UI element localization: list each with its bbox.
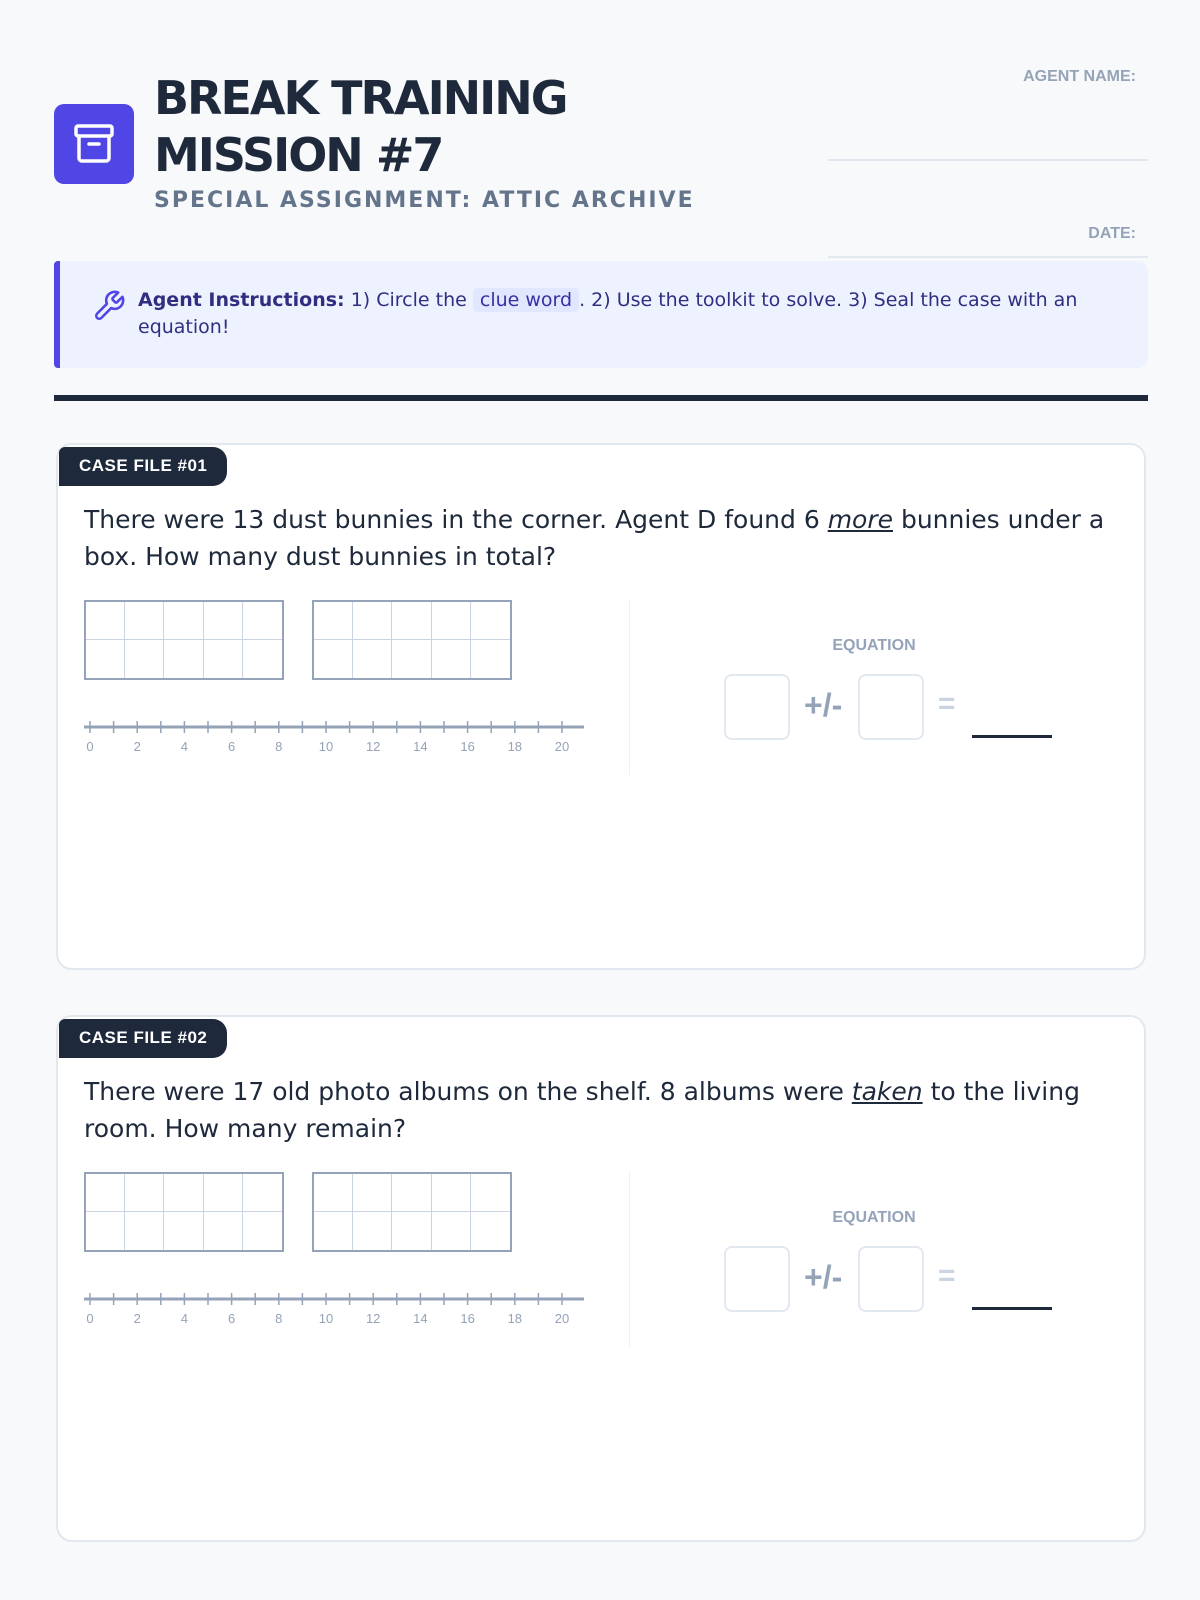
toolkit-separator (629, 600, 630, 775)
number-line-label: 4 (180, 739, 189, 754)
number-line-label: 6 (227, 1311, 236, 1326)
equation-box-first[interactable] (724, 674, 790, 740)
wrench-icon (92, 289, 126, 328)
instructions-part2: . 2) Use the toolkit to solve. 3) Seal the case with an equation! (138, 289, 1078, 338)
number-line-label: 2 (133, 1311, 141, 1326)
page-subtitle: SPECIAL ASSIGNMENT: ATTIC ARCHIVE (154, 188, 695, 213)
clue-word[interactable]: more (827, 505, 893, 534)
title-line-1: BREAK TRAINING (154, 71, 567, 125)
ten-frame[interactable] (312, 600, 512, 680)
title-line-2: MISSION #7 (154, 128, 443, 182)
ten-frame[interactable] (84, 1172, 284, 1252)
answer-line[interactable] (972, 1307, 1052, 1310)
word-problem (84, 501, 1114, 575)
number-line-label: 10 (318, 1311, 334, 1326)
ten-frame[interactable] (84, 600, 284, 680)
clue-word-chip: clue word (473, 288, 579, 312)
number-line-label: 4 (180, 1311, 189, 1326)
number-line-label: 8 (275, 739, 283, 754)
archive-box-icon (54, 104, 134, 184)
answer-line[interactable] (972, 735, 1052, 738)
number-line-label: 6 (227, 739, 236, 754)
equation-label: EQUATION (832, 637, 916, 654)
number-line-label: 14 (413, 1311, 428, 1326)
number-line-label: 12 (365, 1311, 381, 1326)
instructions-lead: Agent Instructions: (138, 289, 345, 311)
question-text-after: bunnies under a box. How many dust bunnies in total? (84, 505, 1105, 571)
page-title (154, 70, 754, 184)
equation-label: EQUATION (832, 1209, 916, 1226)
number-line-label: 20 (554, 1311, 570, 1326)
number-line-label: 8 (275, 1311, 283, 1326)
instructions-part1: 1) Circle the (350, 289, 467, 311)
number-line-label: 10 (318, 739, 334, 754)
number-line-label: 0 (86, 1311, 94, 1326)
case-file-card (56, 1015, 1146, 1542)
question-text-before: There were 13 dust bunnies in the corner. Agent D found 6 (84, 505, 828, 534)
number-line-label: 0 (86, 739, 94, 754)
equation-box-first[interactable] (724, 1246, 790, 1312)
question-text-after: to the living room. How many remain? (84, 1077, 1080, 1143)
toolkit-separator (629, 1172, 630, 1347)
equals-sign: = (938, 1259, 956, 1292)
agent-fields (828, 64, 1148, 258)
number-line[interactable] (84, 713, 584, 763)
agent-name-field[interactable] (828, 64, 1148, 161)
operator-sign: +/- (804, 1259, 843, 1295)
number-line-label: 16 (460, 739, 475, 754)
section-divider (54, 395, 1148, 401)
clue-word[interactable]: taken (851, 1077, 923, 1106)
case-file-tab: CASE FILE #02 (59, 1019, 227, 1058)
operator-sign: +/- (804, 687, 843, 723)
number-line-label: 20 (554, 739, 570, 754)
agent-name-label: AGENT NAME: (1023, 68, 1136, 85)
worksheet-header (54, 64, 1148, 242)
case-file-card (56, 443, 1146, 970)
equation-box-second[interactable] (858, 1246, 924, 1312)
word-problem (84, 1073, 1114, 1147)
equals-sign: = (938, 687, 956, 720)
number-line-label: 18 (507, 1311, 523, 1326)
equation-box-second[interactable] (858, 674, 924, 740)
ten-frame[interactable] (312, 1172, 512, 1252)
number-line-label: 14 (413, 739, 428, 754)
question-text-before: There were 17 old photo albums on the shelf. 8 albums were (84, 1077, 852, 1106)
case-file-tab: CASE FILE #01 (59, 447, 227, 486)
number-line-label: 12 (365, 739, 381, 754)
number-line[interactable] (84, 1285, 584, 1335)
number-line-label: 18 (507, 739, 523, 754)
instructions-panel (54, 261, 1148, 368)
number-line-label: 16 (460, 1311, 475, 1326)
number-line-label: 2 (133, 739, 141, 754)
instructions-text (138, 287, 1128, 341)
date-label: DATE: (1088, 225, 1136, 242)
date-field[interactable] (828, 161, 1148, 258)
